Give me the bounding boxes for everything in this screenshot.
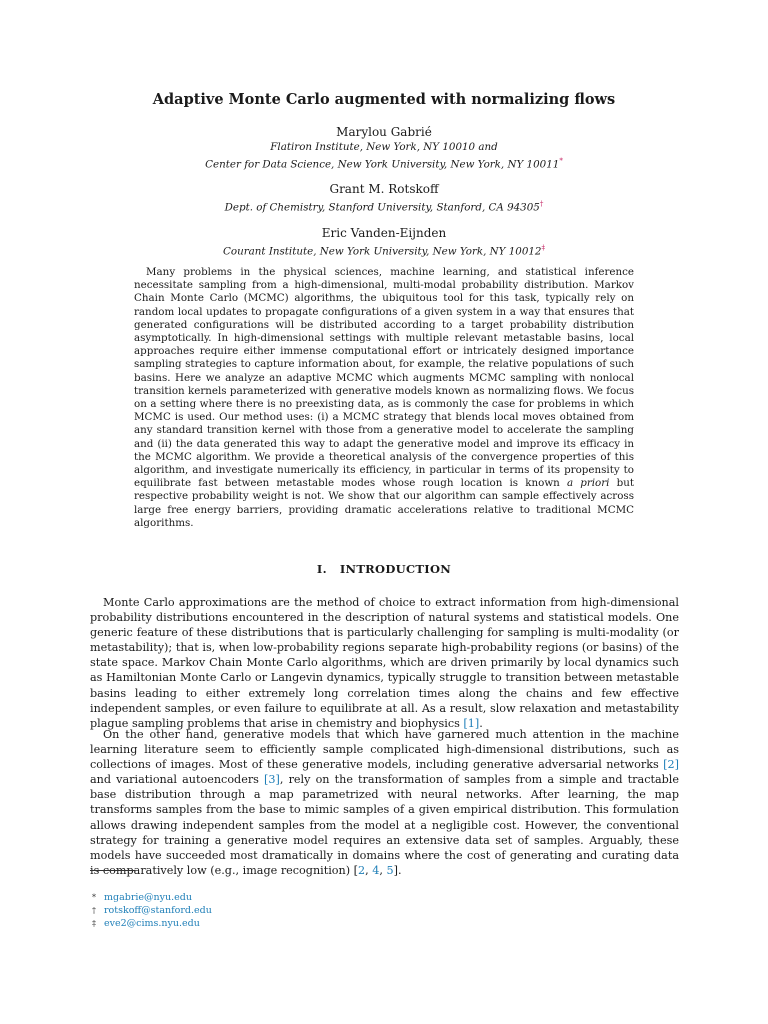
author-name: Grant M. Rotskoff bbox=[329, 182, 439, 196]
abstract-emphasis: a priori bbox=[566, 477, 610, 490]
intro-paragraph-1: Monte Carlo approximations are the method of choice to extract information from high-dimensional probability distributions encountered in the description of natural systems and statistical models. One generic feature of these distributions that is particularly challenging for sampling is multi-modality (or metastability); that is, when low-probability regions separate high-probability regions (or basins) of the state space. Markov Chain Monte Carlo algorithms, which are driven primarily by local dynamics such as Hamiltonian Monte Carlo or Langevin dynamics, typically struggle to transition between metastable basins leading to either extremely long correlation times along the chains and few effective independent samples, or even failure to equilibrate at all. As a result, slow relaxation and metastability plague sampling problems that arise in chemistry and biophysics [1]. bbox=[90, 596, 679, 730]
author-name: Marylou Gabrié bbox=[336, 125, 432, 139]
paper-title: Adaptive Monte Carlo augmented with normalizing flows bbox=[152, 91, 616, 108]
footnote-mark: * bbox=[92, 893, 96, 902]
author-block-1 bbox=[0, 125, 768, 171]
citation-link[interactable]: 2 bbox=[358, 863, 366, 877]
footnote-divider bbox=[90, 870, 135, 871]
citation-link[interactable]: [1] bbox=[463, 716, 480, 730]
footnote-mark: ‡ bbox=[92, 919, 96, 928]
footnote-mark[interactable]: † bbox=[539, 200, 544, 208]
footnote-mark[interactable]: ‡ bbox=[541, 244, 545, 252]
citation-link[interactable]: 5 bbox=[386, 863, 394, 877]
author-name: Eric Vanden-Eijnden bbox=[321, 226, 447, 240]
footnote-email-link[interactable]: rotskoff@stanford.edu bbox=[104, 905, 212, 916]
section-heading: I. INTRODUCTION bbox=[316, 562, 452, 576]
footnote-email-link[interactable]: mgabrie@nyu.edu bbox=[104, 892, 192, 903]
intro-paragraph-2: On the other hand, generative models that which have garnered much attention in the machine learning literature seem to efficiently sample complicated high-dimensional distributions, such as collections of images. Most of these generative models, including generative adversarial networks [2] and variational autoencoders [3], rely on the transformation of samples from a simple and tractable base distribution through a map parametrized with neural networks. After learning, the map transforms samples from the base to mimic samples of a given empirical distribution. This formulation allows drawing independent samples from the model at a negligible cost. However, the conventional strategy for training a generative model requires an extensive data set of samples. Arguably, these models have succeeded most dramatically in domains where the cost of generating and curating data is comparatively low (e.g., image recognition) [2, 4, 5]. bbox=[90, 728, 679, 877]
footnote-mark[interactable]: * bbox=[559, 157, 563, 165]
footnote-item bbox=[92, 904, 392, 917]
footnote-item bbox=[92, 917, 392, 930]
author-block-3 bbox=[0, 226, 768, 258]
author-block-2 bbox=[0, 182, 768, 214]
author-affiliation: Dept. of Chemistry, Stanford University, Stanford, CA 94305† bbox=[224, 200, 544, 214]
author-affiliation: Courant Institute, New York University, New York, NY 10012‡ bbox=[223, 244, 545, 258]
footnote-email-link[interactable]: eve2@cims.nyu.edu bbox=[104, 918, 200, 929]
citation-link[interactable]: 4 bbox=[372, 863, 380, 877]
abstract: Many problems in the physical sciences, machine learning, and statistical inference necessitate sampling from a high-dimensional, multi-modal probability distribution. Markov Chain Monte Carlo (MCMC) algorithms, the ubiquitous tool for this task, typically rely on random local updates to propagate configurations of a given system in a way that ensures that generated configurations will be distributed according to a target probability distribution asymptotically. In high-dimensional settings with multiple relevant metastable basins, local approaches require either immense computational effort or intricately designed importance sampling strategies to capture information about, for example, the relative populations of such basins. Here we analyze an adaptive MCMC which augments MCMC sampling with nonlocal transition kernels parameterized with generative models known as normalizing flows. We focus on a setting where there is no preexisting data, as is commonly the case for problems in which MCMC is used. Our method uses: (i) a MCMC strategy that blends local moves obtained from any standard transition kernel with those from a generative model to accelerate the sampling and (ii) the data generated this way to adapt the generative model and improve its efficacy in the MCMC algorithm. We provide a theoretical analysis of the convergence properties of this algorithm, and investigate numerically its efficiency, in particular in terms of its propensity to equilibrate fast between metastable modes whose rough location is known a priori but respective probability weight is not. We show that our algorithm can sample effectively across large free energy barriers, providing dramatic accelerations relative to traditional MCMC algorithms. bbox=[134, 266, 634, 529]
footnote-mark: † bbox=[92, 906, 96, 915]
footnotes bbox=[92, 891, 392, 930]
citation-link[interactable]: [3] bbox=[264, 773, 280, 787]
footnote-item bbox=[92, 891, 392, 904]
author-affiliation: Center for Data Science, New York University, New York, NY 10011* bbox=[205, 157, 563, 171]
citation-link[interactable]: [2] bbox=[663, 758, 679, 772]
author-affiliation: Flatiron Institute, New York, NY 10010 and bbox=[270, 141, 498, 153]
